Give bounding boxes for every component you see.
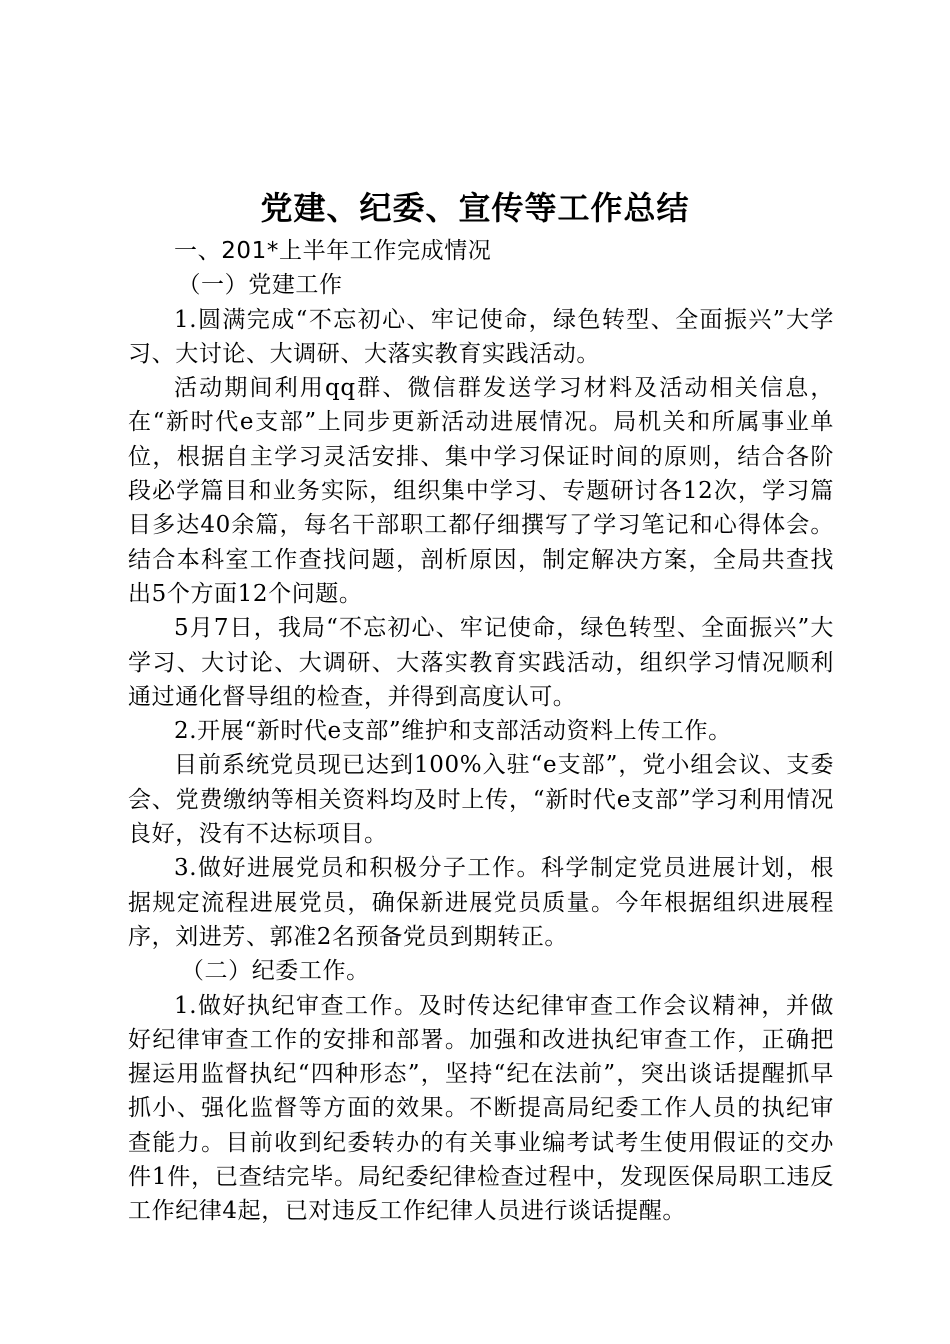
section-heading-level-1: 一、201*上半年工作完成情况 (174, 238, 492, 264)
paragraph: 1.做好执纪审查工作。及时传达纪律审查工作会议精神，并做好纪律审查工作的安排和部署。加强和改进执纪审查工作，正确把握运用监督执纪“四种形态”，坚持“纪在法前”，突出谈话提醒抓早抓小、强化监督等方面的效果。不断提高局纪委工作人员的执纪审查能力。目前收到纪委转办的有关事业编考试考生使用假证的交办件1件，已查结完毕。局纪委纪律检查过程中，发现医保局职工违反工作纪律4起，已对违反工作纪律人员进行谈话提醒。 (128, 992, 834, 1225)
document-body (128, 234, 834, 1229)
paragraph: 1.圆满完成“不忘初心、牢记使命，绿色转型、全面振兴”大学习、大讨论、大调研、大落实教育实践活动。 (128, 306, 834, 367)
subsection-heading-party-building: （一）党建工作 (177, 272, 343, 299)
paragraph: 5月7日，我局“不忘初心、牢记使命，绿色转型、全面振兴”大学习、大讨论、大调研、大落实教育实践活动，组织学习情况顺利通过通化督导组的检查，并得到高度认可。 (128, 615, 834, 710)
document-title: 党建、纪委、宣传等工作总结 (260, 189, 690, 227)
paragraph: 目前系统党员现已达到100%入驻“e支部”，党小组会议、支委会、党费缴纳等相关资料均及时上传，“新时代e支部”学习利用情况良好，没有不达标项目。 (128, 752, 834, 848)
paragraph: 3.做好进展党员和积极分子工作。科学制定党员进展计划，根据规定流程进展党员，确保新进展党员质量。今年根据组织进展程序，刘进芳、郭准2名预备党员到期转正。 (128, 855, 834, 950)
paragraph: 2.开展“新时代e支部”维护和支部活动资料上传工作。 (174, 718, 732, 745)
subsection-heading-discipline: （二）纪委工作。 (180, 958, 370, 985)
paragraph: 活动期间利用qq群、微信群发送学习材料及活动相关信息，在“新时代e支部”上同步更新活动进展情况。局机关和所属事业单位，根据自主学习灵活安排、集中学习保证时间的原则，结合各阶段必学篇目和业务实际，组织集中学习、专题研讨各12次，学习篇目多达40余篇，每名干部职工都仔细撰写了学习笔记和心得体会。结合本科室工作查找问题，剖析原因，制定解决方案，全局共查找出5个方面12个问题。 (128, 375, 834, 607)
